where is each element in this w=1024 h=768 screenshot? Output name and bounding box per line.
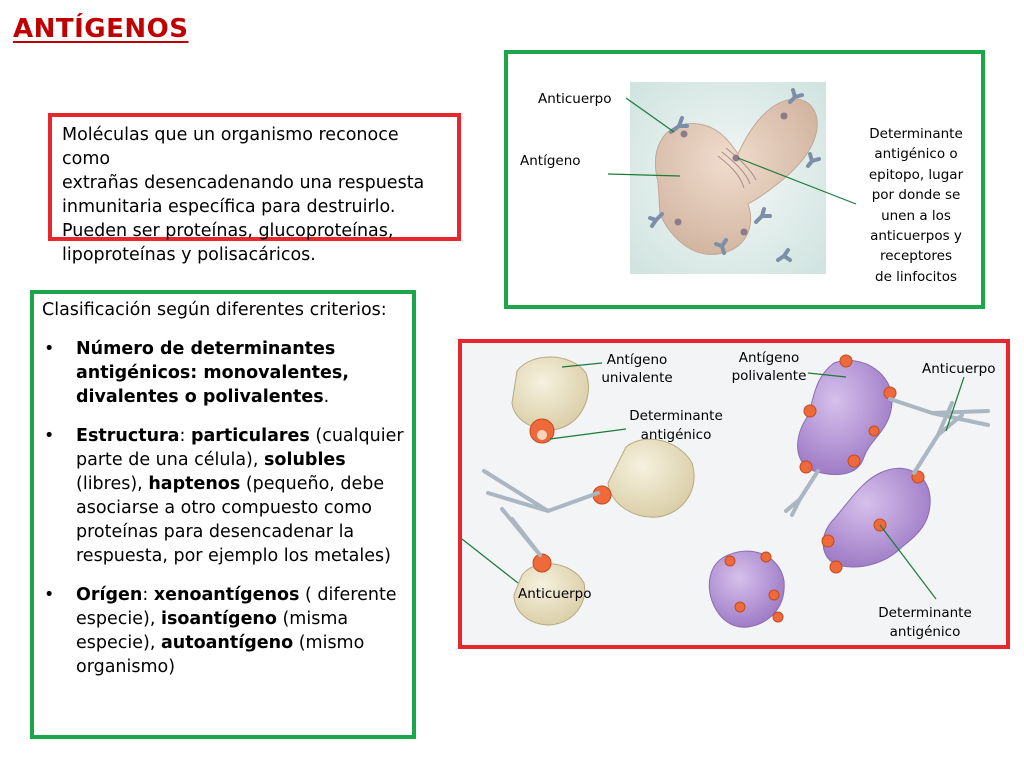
antigen-figure bbox=[504, 50, 985, 309]
leader-line bbox=[462, 539, 518, 583]
definition-line: inmunitaria específica para destruirlo. bbox=[62, 197, 396, 217]
label-anticuerpo: Anticuerpo bbox=[538, 91, 612, 107]
label-line: univalente bbox=[601, 370, 673, 386]
label-line: Determinante bbox=[869, 126, 963, 142]
determinant-dot bbox=[735, 602, 745, 612]
item-bold-text: solubles bbox=[264, 450, 346, 470]
polyvalent-antigen bbox=[823, 468, 930, 567]
label-anticuerpo-bottom: Anticuerpo bbox=[518, 586, 592, 602]
label-line: antigénico bbox=[889, 624, 961, 640]
determinant-dot bbox=[769, 590, 779, 600]
epitope-dot bbox=[675, 219, 682, 226]
determinant-dot bbox=[533, 554, 551, 572]
label-anticuerpo-top: Anticuerpo bbox=[922, 361, 996, 377]
label-determinante bbox=[856, 124, 976, 287]
classification-list bbox=[42, 337, 404, 679]
item-bold-text: isoantígeno bbox=[160, 609, 277, 629]
list-item bbox=[42, 583, 404, 679]
determinant-dot bbox=[537, 430, 547, 440]
label-antigeno: Antígeno bbox=[520, 153, 581, 169]
antibody-icon bbox=[786, 471, 818, 515]
valency-figure bbox=[458, 339, 1010, 649]
label-line: Antígeno bbox=[738, 350, 800, 366]
antibody-icon bbox=[890, 399, 988, 425]
item-head: Orígen bbox=[76, 585, 143, 605]
determinant-dot bbox=[773, 612, 783, 622]
classification-intro: Clasificación según diferentes criterios: bbox=[42, 300, 387, 320]
determinant-dot bbox=[822, 535, 834, 547]
item-text: . bbox=[323, 387, 330, 407]
label-line: Determinante bbox=[878, 605, 972, 621]
definition-line: Pueden ser proteínas, glucoproteínas, bbox=[62, 221, 394, 241]
item-bold-text: particulares bbox=[190, 426, 310, 446]
definition-line: extrañas desencadenando una respuesta bbox=[62, 173, 425, 193]
item-text: ( diferente especie), bbox=[76, 585, 397, 629]
item-text: (mismo organismo) bbox=[76, 633, 365, 677]
item-bold-text: haptenos bbox=[148, 474, 241, 494]
label-determinante-bottom bbox=[870, 604, 980, 642]
label-line: por donde se bbox=[871, 187, 961, 204]
label-line: receptores bbox=[879, 248, 952, 265]
determinant-dot bbox=[848, 455, 860, 467]
page-title: ANTÍGENOS bbox=[13, 14, 189, 44]
leader-line bbox=[550, 429, 626, 439]
determinant-dot bbox=[830, 561, 842, 573]
epitope-dot bbox=[741, 229, 748, 236]
item-text: : bbox=[142, 585, 154, 605]
label-line: antigénico o bbox=[874, 146, 958, 163]
label-line: polivalente bbox=[731, 368, 807, 384]
label-line: anticuerpos y bbox=[870, 228, 962, 245]
determinant-dot bbox=[761, 552, 771, 562]
determinant-dot bbox=[725, 556, 735, 566]
item-text: (libres), bbox=[76, 474, 149, 494]
epitope-dot bbox=[781, 113, 788, 120]
item-text: : bbox=[179, 426, 191, 446]
label-line: Determinante bbox=[629, 408, 723, 424]
univalent-antigen bbox=[512, 357, 588, 430]
determinant-dot bbox=[840, 355, 852, 367]
item-text: (pequeño, debe asociarse a otro compuesto como proteínas para desencadenar la respuesta, por ejemplo los metales) bbox=[76, 474, 391, 566]
definition-line: lipoproteínas y polisacáricos. bbox=[62, 245, 316, 265]
definition-line: Moléculas que un organismo reconoce como bbox=[62, 125, 399, 169]
item-bold-text: autoantígeno bbox=[160, 633, 294, 653]
label-polivalente bbox=[726, 349, 812, 385]
list-item bbox=[42, 337, 404, 409]
label-line: unen a los bbox=[881, 207, 951, 224]
epitope-dot bbox=[681, 131, 688, 138]
label-line: de linfocitos bbox=[875, 268, 957, 285]
antibody-icon bbox=[484, 471, 598, 511]
bullet-icon: • bbox=[44, 585, 55, 605]
list-item bbox=[42, 424, 404, 568]
item-bold-text: Número de determinantes antigénicos: monovalentes, divalentes o polivalentes bbox=[76, 339, 349, 407]
determinant-dot bbox=[869, 426, 879, 436]
univalent-antigen bbox=[608, 439, 694, 517]
antibody-icon bbox=[502, 509, 540, 555]
bullet-icon: • bbox=[44, 339, 55, 359]
item-text: (cualquier parte de una célula), bbox=[76, 426, 404, 470]
item-head: Estructura bbox=[76, 426, 180, 446]
item-text: (misma especie), bbox=[76, 609, 349, 653]
item-bold-text: xenoantígenos bbox=[153, 585, 300, 605]
determinant-dot bbox=[800, 461, 812, 473]
label-determinante-mid bbox=[624, 407, 728, 445]
definition-box bbox=[48, 113, 461, 265]
classification-box bbox=[30, 290, 416, 739]
label-line: Antígeno bbox=[606, 352, 668, 368]
label-line: epitopo, lugar bbox=[868, 166, 964, 183]
bullet-icon: • bbox=[44, 426, 55, 446]
label-line: antigénico bbox=[640, 427, 712, 443]
label-univalente bbox=[598, 351, 676, 387]
determinant-dot bbox=[804, 405, 816, 417]
